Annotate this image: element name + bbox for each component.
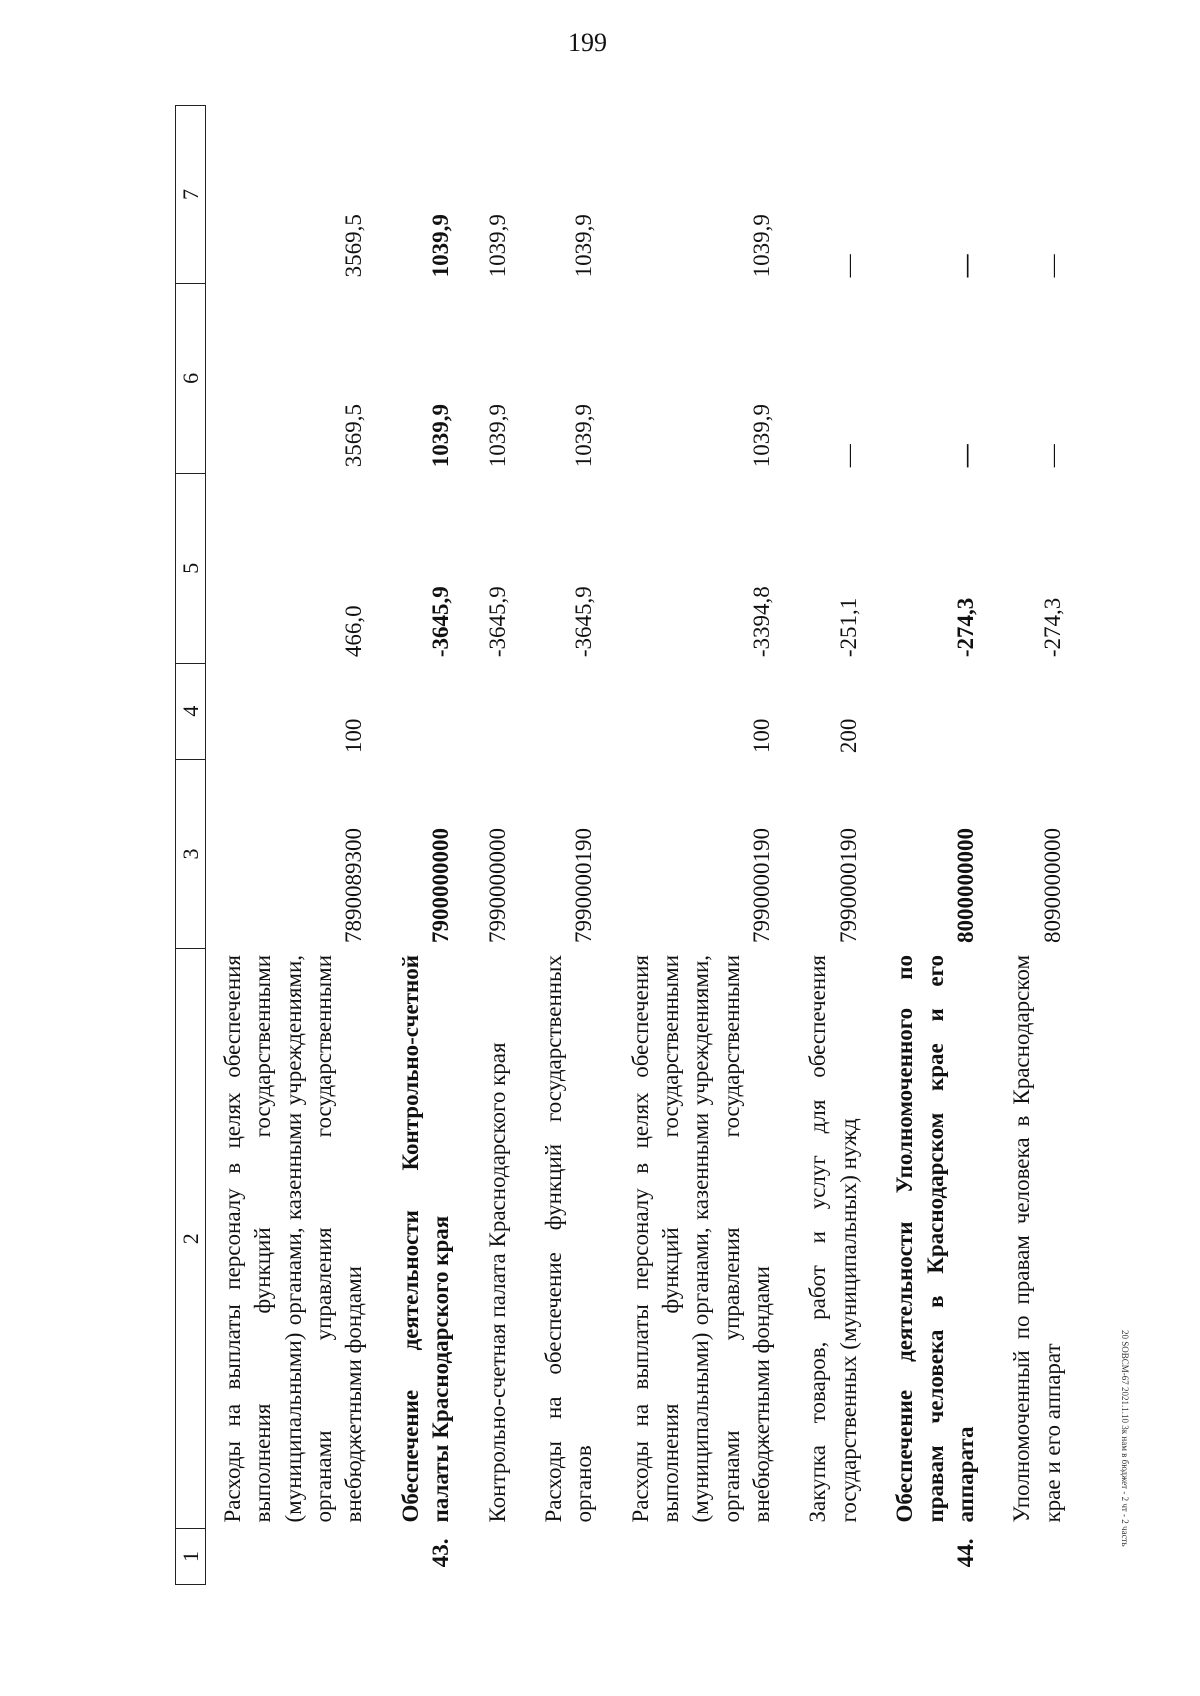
target-article-code: 7890089300 xyxy=(341,827,367,943)
column-header: 5 xyxy=(176,473,206,663)
amount-col7: 1039,9 xyxy=(749,214,775,278)
column-header: 4 xyxy=(176,663,206,759)
budget-table xyxy=(175,105,1082,1585)
row-description: Уполномоченный по правам человека в Краснодарском крае и его аппарат xyxy=(1009,954,1065,1523)
table-row xyxy=(995,106,1082,1585)
table-row xyxy=(614,106,792,1585)
target-article-code: 7900000000 xyxy=(428,827,454,943)
amount-col7: 1039,9 xyxy=(484,214,510,278)
row-description: Контрольно-счетная палата Краснодарского края xyxy=(484,1042,510,1523)
row-index xyxy=(995,1529,1082,1585)
table-row xyxy=(791,106,878,1585)
expense-type-code: 100 xyxy=(341,718,367,754)
expense-type-code xyxy=(471,663,527,759)
row-index xyxy=(791,1529,878,1585)
row-description: Расходы на выплаты персоналу в целях обеспечения выполнения функций государственными (муниципальными) органами, казенными учреждениями, органами управления государственными внебюджетными фондами xyxy=(627,954,775,1523)
amount-col6: 1039,9 xyxy=(749,404,775,468)
amount-col6: — xyxy=(1039,444,1065,468)
expense-type-code: 200 xyxy=(835,718,861,754)
amount-col6: 1039,9 xyxy=(428,404,454,468)
amount-col7: — xyxy=(835,254,861,278)
column-header: 3 xyxy=(176,759,206,949)
amount-col7: 1039,9 xyxy=(571,214,597,278)
amount-col6: 1039,9 xyxy=(484,404,510,468)
footer-note: 20 SOBCM-67 2021.1.10 3к нам в бюджет - 2 чт - 2 часть xyxy=(1120,1330,1130,1547)
table-header xyxy=(176,106,206,1585)
target-article-code: 7990000190 xyxy=(835,827,861,943)
budget-table-rotated xyxy=(175,105,1075,1585)
column-header: 6 xyxy=(176,283,206,473)
row-description: Закупка товаров, работ и услуг для обеспечения государственных (муниципальных) нужд xyxy=(805,954,861,1523)
expense-type-code: 100 xyxy=(749,718,775,754)
expense-type-code xyxy=(527,663,614,759)
row-index xyxy=(471,1529,527,1585)
amount-col6: 3569,5 xyxy=(341,404,367,468)
amount-col7: — xyxy=(1039,254,1065,278)
amount-col7: — xyxy=(952,254,978,278)
amount-col5: 466,0 xyxy=(341,605,367,658)
amount-col5: -274,3 xyxy=(1039,597,1065,658)
row-description: Расходы на обеспечение функций государственных органов xyxy=(540,954,597,1523)
target-article-code: 8000000000 xyxy=(952,827,978,943)
row-index xyxy=(614,1529,792,1585)
amount-col5: -3645,9 xyxy=(428,586,454,658)
amount-col5: -3645,9 xyxy=(571,586,597,658)
amount-col5: -274,3 xyxy=(952,597,978,658)
row-description: Обеспечение деятельности Уполномоченного по правам человека в Краснодарском крае и его аппарата xyxy=(892,954,978,1523)
table-row xyxy=(527,106,614,1585)
row-description: Расходы на выплаты персоналу в целях обеспечения выполнения функций государственными (муниципальными) органами, казенными учреждениями, органами управления государственными внебюджетными фондами xyxy=(220,954,367,1523)
target-article-code: 7990000190 xyxy=(749,827,775,943)
amount-col5: -3394,8 xyxy=(749,586,775,658)
column-header: 7 xyxy=(176,106,206,284)
amount-col6: — xyxy=(952,444,978,468)
target-article-code: 7990000190 xyxy=(571,827,597,943)
row-description: Обеспечение деятельности Контрольно-счетной палаты Краснодарского края xyxy=(397,954,454,1523)
page-number: 199 xyxy=(568,28,607,57)
column-header: 1 xyxy=(176,1529,206,1585)
amount-col7: 1039,9 xyxy=(428,214,454,278)
amount-col6: — xyxy=(835,444,861,468)
expense-type-code xyxy=(995,663,1082,759)
row-index xyxy=(206,1529,384,1585)
target-article-code: 7990000000 xyxy=(484,827,510,943)
amount-col6: 1039,9 xyxy=(571,404,597,468)
table-row xyxy=(471,106,527,1585)
row-index: 43. xyxy=(428,1538,454,1568)
target-article-code: 8090000000 xyxy=(1039,827,1065,943)
amount-col7: 3569,5 xyxy=(341,214,367,278)
expense-type-code xyxy=(384,663,471,759)
table-row xyxy=(384,106,471,1585)
amount-col5: -3645,9 xyxy=(484,586,510,658)
row-index xyxy=(527,1529,614,1585)
column-header: 2 xyxy=(176,949,206,1529)
expense-type-code xyxy=(878,663,995,759)
row-index: 44. xyxy=(952,1538,978,1568)
table-row xyxy=(206,106,384,1585)
amount-col5: -251,1 xyxy=(835,597,861,658)
table-row xyxy=(878,106,995,1585)
